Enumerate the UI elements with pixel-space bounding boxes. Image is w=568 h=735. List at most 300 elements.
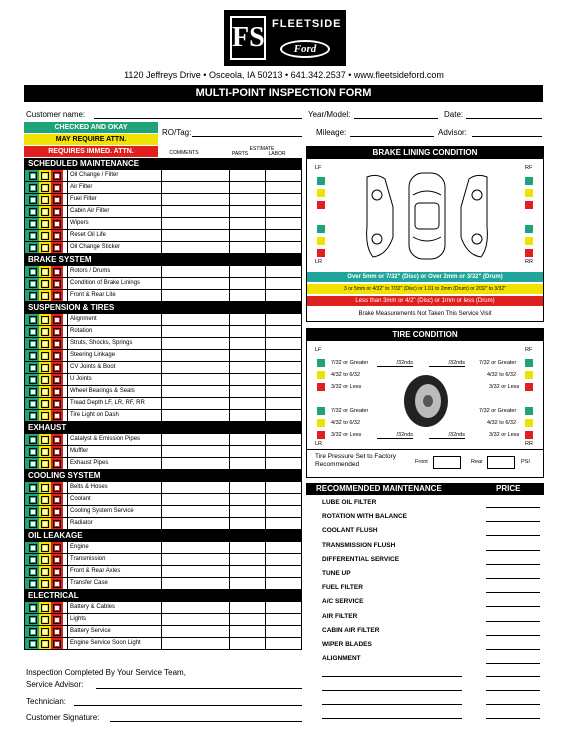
section-header: SUSPENSION & TIRES bbox=[24, 302, 302, 314]
comments-cell[interactable] bbox=[161, 482, 229, 493]
attn-checkbox[interactable] bbox=[41, 232, 49, 240]
ok-checkbox[interactable] bbox=[29, 328, 37, 336]
immed-checkbox[interactable] bbox=[53, 496, 61, 504]
tire-lr-y: 4/32 to 6/32 bbox=[331, 420, 361, 426]
checklist-row bbox=[24, 362, 302, 374]
labor-cell[interactable] bbox=[265, 374, 303, 385]
attn-checkbox[interactable] bbox=[41, 640, 49, 648]
parts-cell[interactable] bbox=[229, 494, 265, 505]
comments-cell[interactable] bbox=[161, 230, 229, 241]
parts-cell[interactable] bbox=[229, 218, 265, 229]
ok-checkbox[interactable] bbox=[29, 172, 37, 180]
ok-checkbox[interactable] bbox=[29, 580, 37, 588]
comments-cell[interactable] bbox=[161, 314, 229, 325]
ok-checkbox[interactable] bbox=[29, 232, 37, 240]
checklist-item-label: Rotation bbox=[67, 326, 92, 337]
price-line[interactable] bbox=[486, 521, 540, 522]
attn-checkbox[interactable] bbox=[41, 376, 49, 384]
immed-checkbox[interactable] bbox=[53, 508, 61, 516]
ok-checkbox[interactable] bbox=[29, 604, 37, 612]
labor-cell[interactable] bbox=[265, 170, 303, 181]
attn-checkbox[interactable] bbox=[41, 496, 49, 504]
immed-checkbox[interactable] bbox=[53, 244, 61, 252]
comments-cell[interactable] bbox=[161, 326, 229, 337]
checklist-row bbox=[24, 398, 302, 410]
ro-tag-label: RO/Tag: bbox=[162, 128, 192, 137]
extra-item-line[interactable] bbox=[322, 718, 462, 719]
technician-line[interactable] bbox=[74, 705, 302, 706]
parts-cell[interactable] bbox=[229, 194, 265, 205]
parts-cell[interactable] bbox=[229, 398, 265, 409]
comments-cell[interactable] bbox=[161, 194, 229, 205]
comments-cell[interactable] bbox=[161, 602, 229, 613]
parts-cell[interactable] bbox=[229, 338, 265, 349]
immed-checkbox[interactable] bbox=[53, 340, 61, 348]
immed-checkbox[interactable] bbox=[53, 412, 61, 420]
parts-cell[interactable] bbox=[229, 230, 265, 241]
labor-cell[interactable] bbox=[265, 518, 303, 529]
immed-checkbox[interactable] bbox=[53, 172, 61, 180]
checklist-row bbox=[24, 206, 302, 218]
year-model-label: Year/Model: bbox=[308, 110, 351, 119]
brake-rf-label: RF bbox=[525, 165, 533, 171]
price-line[interactable] bbox=[486, 635, 540, 636]
checklist-item-label: Tread Depth LF, LR, RF, RR bbox=[67, 398, 145, 409]
labor-cell[interactable] bbox=[265, 614, 303, 625]
labor-cell[interactable] bbox=[265, 266, 303, 277]
checklist-item-label: Steering Linkage bbox=[67, 350, 115, 361]
parts-cell[interactable] bbox=[229, 506, 265, 517]
immed-checkbox[interactable] bbox=[53, 292, 61, 300]
legend-ok: CHECKED AND OKAY bbox=[24, 122, 158, 133]
checklist-row bbox=[24, 446, 302, 458]
customer-name-label: Customer name: bbox=[26, 110, 86, 119]
labor-cell[interactable] bbox=[265, 350, 303, 361]
attn-checkbox[interactable] bbox=[41, 292, 49, 300]
price-line[interactable] bbox=[486, 621, 540, 622]
labor-cell[interactable] bbox=[265, 290, 303, 301]
attn-checkbox[interactable] bbox=[41, 172, 49, 180]
ok-checkbox[interactable] bbox=[29, 556, 37, 564]
immed-checkbox[interactable] bbox=[53, 388, 61, 396]
ok-checkbox[interactable] bbox=[29, 460, 37, 468]
labor-cell[interactable] bbox=[265, 458, 303, 469]
comments-cell[interactable] bbox=[161, 290, 229, 301]
parts-cell[interactable] bbox=[229, 410, 265, 421]
checklist-row bbox=[24, 614, 302, 626]
comments-cell[interactable] bbox=[161, 278, 229, 289]
immed-checkbox[interactable] bbox=[53, 268, 61, 276]
labor-cell[interactable] bbox=[265, 278, 303, 289]
parts-cell[interactable] bbox=[229, 446, 265, 457]
comments-cell[interactable] bbox=[161, 638, 229, 649]
parts-cell[interactable] bbox=[229, 554, 265, 565]
parts-cell[interactable] bbox=[229, 266, 265, 277]
parts-cell[interactable] bbox=[229, 170, 265, 181]
attn-checkbox[interactable] bbox=[41, 484, 49, 492]
ok-checkbox[interactable] bbox=[29, 568, 37, 576]
checklist-row bbox=[24, 266, 302, 278]
car-diagram-icon bbox=[357, 167, 497, 263]
price-line[interactable] bbox=[486, 663, 540, 664]
price-line[interactable] bbox=[486, 550, 540, 551]
parts-cell[interactable] bbox=[229, 578, 265, 589]
attn-checkbox[interactable] bbox=[41, 544, 49, 552]
checklist-item-label: CV Joints & Boot bbox=[67, 362, 115, 373]
labor-cell[interactable] bbox=[265, 434, 303, 445]
immed-checkbox[interactable] bbox=[53, 184, 61, 192]
parts-cell[interactable] bbox=[229, 182, 265, 193]
ok-checkbox[interactable] bbox=[29, 244, 37, 252]
ok-checkbox[interactable] bbox=[29, 184, 37, 192]
ok-checkbox[interactable] bbox=[29, 268, 37, 276]
labor-cell[interactable] bbox=[265, 314, 303, 325]
immed-checkbox[interactable] bbox=[53, 400, 61, 408]
price-line[interactable] bbox=[486, 704, 540, 705]
attn-checkbox[interactable] bbox=[41, 364, 49, 372]
ok-checkbox[interactable] bbox=[29, 496, 37, 504]
labor-cell[interactable] bbox=[265, 230, 303, 241]
immed-checkbox[interactable] bbox=[53, 232, 61, 240]
ok-checkbox[interactable] bbox=[29, 520, 37, 528]
comments-cell[interactable] bbox=[161, 242, 229, 253]
ok-checkbox[interactable] bbox=[29, 376, 37, 384]
checklist-row bbox=[24, 194, 302, 206]
ok-checkbox[interactable] bbox=[29, 436, 37, 444]
labor-cell[interactable] bbox=[265, 554, 303, 565]
parts-cell[interactable] bbox=[229, 242, 265, 253]
parts-cell[interactable] bbox=[229, 614, 265, 625]
ok-checkbox[interactable] bbox=[29, 208, 37, 216]
immed-checkbox[interactable] bbox=[53, 220, 61, 228]
tire-rr-depth[interactable]: /32nds bbox=[429, 432, 465, 439]
labor-cell[interactable] bbox=[265, 194, 303, 205]
labor-cell[interactable] bbox=[265, 182, 303, 193]
tire-lr-g: 7/32 or Greater bbox=[331, 408, 369, 414]
price-line[interactable] bbox=[486, 592, 540, 593]
tire-condition-title: TIRE CONDITION bbox=[307, 329, 543, 341]
parts-cell[interactable] bbox=[229, 350, 265, 361]
attn-checkbox[interactable] bbox=[41, 220, 49, 228]
customer-signature-line[interactable] bbox=[110, 721, 302, 722]
psi-label: PSI bbox=[521, 459, 530, 465]
labor-cell[interactable] bbox=[265, 626, 303, 637]
parts-cell[interactable] bbox=[229, 278, 265, 289]
checklist-row bbox=[24, 458, 302, 470]
attn-checkbox[interactable] bbox=[41, 184, 49, 192]
labor-cell[interactable] bbox=[265, 386, 303, 397]
labor-cell[interactable] bbox=[265, 506, 303, 517]
checklist-item-label: Cabin Air Filter bbox=[67, 206, 109, 217]
ok-checkbox[interactable] bbox=[29, 220, 37, 228]
parts-cell[interactable] bbox=[229, 326, 265, 337]
labor-cell[interactable] bbox=[265, 542, 303, 553]
extra-item-line[interactable] bbox=[322, 704, 462, 705]
checklist-item-label: Fuel Filter bbox=[67, 194, 97, 205]
labor-cell[interactable] bbox=[265, 362, 303, 373]
attn-checkbox[interactable] bbox=[41, 340, 49, 348]
ok-checkbox[interactable] bbox=[29, 508, 37, 516]
comments-cell[interactable] bbox=[161, 626, 229, 637]
parts-cell[interactable] bbox=[229, 206, 265, 217]
checklist-row bbox=[24, 326, 302, 338]
recommended-item: COOLANT FLUSH bbox=[322, 527, 378, 535]
comments-cell[interactable] bbox=[161, 494, 229, 505]
price-line[interactable] bbox=[486, 676, 540, 677]
tire-lf-y: 4/32 to 6/32 bbox=[331, 372, 361, 378]
section-header: COOLING SYSTEM bbox=[24, 470, 302, 482]
immed-checkbox[interactable] bbox=[53, 436, 61, 444]
attn-checkbox[interactable] bbox=[41, 556, 49, 564]
attn-checkbox[interactable] bbox=[41, 580, 49, 588]
checklist-item-label: Air Filter bbox=[67, 182, 92, 193]
year-model-field[interactable] bbox=[354, 110, 438, 119]
immed-checkbox[interactable] bbox=[53, 280, 61, 288]
price-line[interactable] bbox=[486, 649, 540, 650]
immed-checkbox[interactable] bbox=[53, 568, 61, 576]
labor-cell[interactable] bbox=[265, 446, 303, 457]
ok-checkbox[interactable] bbox=[29, 292, 37, 300]
attn-checkbox[interactable] bbox=[41, 508, 49, 516]
comments-cell[interactable] bbox=[161, 554, 229, 565]
immed-checkbox[interactable] bbox=[53, 604, 61, 612]
price-line[interactable] bbox=[486, 507, 540, 508]
comments-cell[interactable] bbox=[161, 614, 229, 625]
attn-checkbox[interactable] bbox=[41, 628, 49, 636]
tire-rr-r: 3/32 or Less bbox=[489, 432, 520, 438]
mileage-field[interactable] bbox=[350, 128, 434, 137]
checklist-item-label: Wipers bbox=[67, 218, 89, 229]
labor-cell[interactable] bbox=[265, 638, 303, 649]
ok-checkbox[interactable] bbox=[29, 616, 37, 624]
comments-cell[interactable] bbox=[161, 386, 229, 397]
labor-cell[interactable] bbox=[265, 482, 303, 493]
recommended-title: RECOMMENDED MAINTENANCE bbox=[316, 484, 442, 493]
ro-tag-field[interactable] bbox=[192, 128, 302, 137]
ok-checkbox[interactable] bbox=[29, 640, 37, 648]
attn-checkbox[interactable] bbox=[41, 460, 49, 468]
comments-cell[interactable] bbox=[161, 206, 229, 217]
attn-checkbox[interactable] bbox=[41, 388, 49, 396]
comments-cell[interactable] bbox=[161, 218, 229, 229]
price-line[interactable] bbox=[486, 606, 540, 607]
comments-cell[interactable] bbox=[161, 182, 229, 193]
brake-lining-panel bbox=[306, 146, 544, 322]
parts-cell[interactable] bbox=[229, 386, 265, 397]
parts-cell[interactable] bbox=[229, 362, 265, 373]
service-advisor-line[interactable] bbox=[96, 688, 302, 689]
labor-cell[interactable] bbox=[265, 326, 303, 337]
comments-cell[interactable] bbox=[161, 338, 229, 349]
comments-cell[interactable] bbox=[161, 398, 229, 409]
front-pressure-input[interactable] bbox=[433, 456, 461, 469]
attn-checkbox[interactable] bbox=[41, 616, 49, 624]
legend-immed: REQUIRES IMMED. ATTN. bbox=[24, 146, 158, 157]
ok-checkbox[interactable] bbox=[29, 352, 37, 360]
parts-cell[interactable] bbox=[229, 290, 265, 301]
tire-lf-depth[interactable]: /32nds bbox=[377, 360, 413, 367]
checklist-row bbox=[24, 182, 302, 194]
price-title: PRICE bbox=[496, 484, 521, 493]
date-field[interactable] bbox=[466, 110, 542, 119]
labor-cell[interactable] bbox=[265, 602, 303, 613]
ok-checkbox[interactable] bbox=[29, 316, 37, 324]
section-header: SCHEDULED MAINTENANCE bbox=[24, 158, 302, 170]
advisor-field[interactable] bbox=[472, 128, 542, 137]
ok-checkbox[interactable] bbox=[29, 544, 37, 552]
comments-cell[interactable] bbox=[161, 518, 229, 529]
parts-cell[interactable] bbox=[229, 482, 265, 493]
parts-cell[interactable] bbox=[229, 566, 265, 577]
attn-checkbox[interactable] bbox=[41, 604, 49, 612]
labor-cell[interactable] bbox=[265, 338, 303, 349]
labor-cell[interactable] bbox=[265, 578, 303, 589]
parts-cell[interactable] bbox=[229, 314, 265, 325]
comments-cell[interactable] bbox=[161, 410, 229, 421]
attn-checkbox[interactable] bbox=[41, 244, 49, 252]
price-line[interactable] bbox=[486, 690, 540, 691]
labor-cell[interactable] bbox=[265, 242, 303, 253]
ok-checkbox[interactable] bbox=[29, 628, 37, 636]
comments-cell[interactable] bbox=[161, 266, 229, 277]
attn-checkbox[interactable] bbox=[41, 316, 49, 324]
labor-cell[interactable] bbox=[265, 410, 303, 421]
immed-checkbox[interactable] bbox=[53, 364, 61, 372]
checklist-row bbox=[24, 554, 302, 566]
estimate-header: ESTIMATE bbox=[249, 146, 275, 152]
immed-checkbox[interactable] bbox=[53, 352, 61, 360]
recommended-item: WIPER BLADES bbox=[322, 641, 372, 648]
parts-cell[interactable] bbox=[229, 602, 265, 613]
labor-cell[interactable] bbox=[265, 206, 303, 217]
labor-cell[interactable] bbox=[265, 566, 303, 577]
attn-checkbox[interactable] bbox=[41, 400, 49, 408]
parts-cell[interactable] bbox=[229, 542, 265, 553]
price-line[interactable] bbox=[486, 718, 540, 719]
immed-checkbox[interactable] bbox=[53, 328, 61, 336]
parts-cell[interactable] bbox=[229, 626, 265, 637]
immed-checkbox[interactable] bbox=[53, 616, 61, 624]
customer-signature-label: Customer Signature: bbox=[26, 713, 100, 722]
parts-cell[interactable] bbox=[229, 374, 265, 385]
attn-checkbox[interactable] bbox=[41, 352, 49, 360]
comments-cell[interactable] bbox=[161, 578, 229, 589]
attn-checkbox[interactable] bbox=[41, 268, 49, 276]
labor-cell[interactable] bbox=[265, 494, 303, 505]
rear-pressure-input[interactable] bbox=[487, 456, 515, 469]
attn-checkbox[interactable] bbox=[41, 568, 49, 576]
checklist-item-label: Transfer Case bbox=[67, 578, 108, 589]
ok-checkbox[interactable] bbox=[29, 412, 37, 420]
attn-checkbox[interactable] bbox=[41, 196, 49, 204]
immed-checkbox[interactable] bbox=[53, 580, 61, 588]
tire-lr-depth[interactable]: /32nds bbox=[377, 432, 413, 439]
parts-cell[interactable] bbox=[229, 638, 265, 649]
extra-item-line[interactable] bbox=[322, 690, 462, 691]
checklist-item-label: Belts & Hoses bbox=[67, 482, 108, 493]
immed-checkbox[interactable] bbox=[53, 484, 61, 492]
comments-cell[interactable] bbox=[161, 170, 229, 181]
labor-cell[interactable] bbox=[265, 218, 303, 229]
comments-cell[interactable] bbox=[161, 446, 229, 457]
comments-cell[interactable] bbox=[161, 566, 229, 577]
checklist-item-label: Engine Service Soon Light bbox=[67, 638, 141, 649]
ok-checkbox[interactable] bbox=[29, 484, 37, 492]
parts-cell[interactable] bbox=[229, 518, 265, 529]
immed-checkbox[interactable] bbox=[53, 460, 61, 468]
completed-label: Inspection Completed By Your Service Team, bbox=[26, 668, 186, 677]
comments-cell[interactable] bbox=[161, 350, 229, 361]
service-advisor-label: Service Advisor: bbox=[26, 680, 84, 689]
attn-checkbox[interactable] bbox=[41, 436, 49, 444]
attn-checkbox[interactable] bbox=[41, 448, 49, 456]
checklist-row bbox=[24, 242, 302, 254]
section-header: OIL LEAKAGE bbox=[24, 530, 302, 542]
comments-cell[interactable] bbox=[161, 374, 229, 385]
extra-item-line[interactable] bbox=[322, 676, 462, 677]
labor-cell[interactable] bbox=[265, 398, 303, 409]
immed-checkbox[interactable] bbox=[53, 556, 61, 564]
immed-checkbox[interactable] bbox=[53, 208, 61, 216]
ok-checkbox[interactable] bbox=[29, 400, 37, 408]
tire-rf-g: 7/32 or Greater bbox=[479, 360, 517, 366]
immed-checkbox[interactable] bbox=[53, 640, 61, 648]
parts-cell[interactable] bbox=[229, 434, 265, 445]
brake-note: Brake Measurements Not Taken This Service Visit bbox=[358, 311, 492, 317]
price-line[interactable] bbox=[486, 564, 540, 565]
price-line[interactable] bbox=[486, 535, 540, 536]
attn-checkbox[interactable] bbox=[41, 208, 49, 216]
comments-cell[interactable] bbox=[161, 506, 229, 517]
price-line[interactable] bbox=[486, 578, 540, 579]
immed-checkbox[interactable] bbox=[53, 376, 61, 384]
ok-checkbox[interactable] bbox=[29, 364, 37, 372]
ok-checkbox[interactable] bbox=[29, 340, 37, 348]
comments-cell[interactable] bbox=[161, 542, 229, 553]
checklist-item-label: Alignment bbox=[67, 314, 97, 325]
ford-logo: Ford bbox=[280, 40, 330, 58]
ok-checkbox[interactable] bbox=[29, 388, 37, 396]
checklist-item-label: Muffler bbox=[67, 446, 88, 457]
comments-cell[interactable] bbox=[161, 434, 229, 445]
immed-checkbox[interactable] bbox=[53, 520, 61, 528]
parts-cell[interactable] bbox=[229, 458, 265, 469]
recommended-item: AIR FILTER bbox=[322, 612, 358, 620]
customer-name-field[interactable] bbox=[94, 110, 302, 119]
attn-checkbox[interactable] bbox=[41, 280, 49, 288]
immed-checkbox[interactable] bbox=[53, 316, 61, 324]
ok-checkbox[interactable] bbox=[29, 448, 37, 456]
attn-checkbox[interactable] bbox=[41, 520, 49, 528]
tire-rf-depth[interactable]: /32nds bbox=[429, 360, 465, 367]
checklist-item-label: Struts, Shocks, Springs bbox=[67, 338, 132, 349]
immed-checkbox[interactable] bbox=[53, 544, 61, 552]
attn-checkbox[interactable] bbox=[41, 412, 49, 420]
attn-checkbox[interactable] bbox=[41, 328, 49, 336]
brake-rr-label: RR bbox=[525, 259, 533, 265]
checklist-row bbox=[24, 278, 302, 290]
tire-rf-y: 4/32 to 6/32 bbox=[487, 372, 517, 378]
tire-lf-g: 7/32 or Greater bbox=[331, 360, 369, 366]
immed-checkbox[interactable] bbox=[53, 628, 61, 636]
ok-checkbox[interactable] bbox=[29, 280, 37, 288]
comments-cell[interactable] bbox=[161, 362, 229, 373]
checklist-row bbox=[24, 626, 302, 638]
ok-checkbox[interactable] bbox=[29, 196, 37, 204]
immed-checkbox[interactable] bbox=[53, 448, 61, 456]
comments-cell[interactable] bbox=[161, 458, 229, 469]
immed-checkbox[interactable] bbox=[53, 196, 61, 204]
